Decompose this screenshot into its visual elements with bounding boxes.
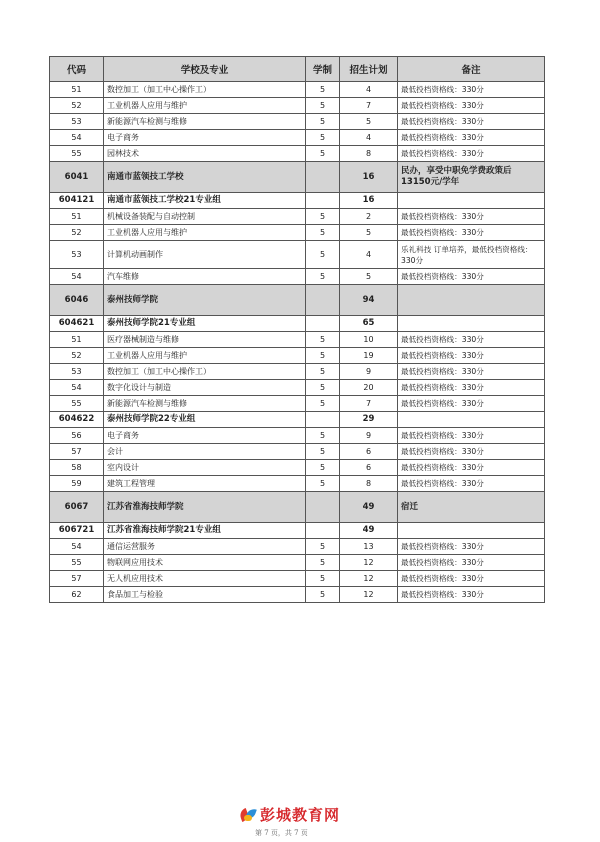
duration-cell: 5 [306,225,340,241]
duration-cell: 5 [306,476,340,492]
plan-cell: 94 [340,285,398,316]
logo-text: 彭城教育网 [260,806,341,824]
plan-cell: 10 [340,332,398,348]
duration-cell [306,285,340,316]
plan-cell: 6 [340,460,398,476]
site-logo [240,804,340,825]
table-row [50,348,545,364]
table-row [50,130,545,146]
name-cell: 数字化设计与制造 [104,380,306,396]
school-row [50,285,545,316]
table-row [50,98,545,114]
code-cell: 54 [50,539,104,555]
code-cell: 52 [50,98,104,114]
duration-cell [306,492,340,523]
duration-cell: 5 [306,82,340,98]
header-duration: 学制 [306,57,340,82]
name-cell: 会计 [104,444,306,460]
plan-cell: 12 [340,587,398,603]
plan-cell: 13 [340,539,398,555]
code-cell: 55 [50,396,104,412]
code-cell: 55 [50,146,104,162]
note-cell: 最低投档资格线：330分 [398,396,545,412]
header-plan: 招生计划 [340,57,398,82]
note-cell: 最低投档资格线：330分 [398,476,545,492]
group-row [50,412,545,428]
name-cell: 物联网应用技术 [104,555,306,571]
code-cell: 51 [50,332,104,348]
code-cell: 54 [50,269,104,285]
plan-cell: 4 [340,130,398,146]
plan-cell: 8 [340,476,398,492]
plan-cell: 16 [340,193,398,209]
duration-cell: 5 [306,460,340,476]
note-cell: 最低投档资格线：330分 [398,348,545,364]
plan-cell: 6 [340,444,398,460]
table-row [50,539,545,555]
note-cell: 最低投档资格线：330分 [398,428,545,444]
note-cell: 宿迁 [398,492,545,523]
duration-cell: 5 [306,98,340,114]
school-row [50,162,545,193]
duration-cell: 5 [306,428,340,444]
code-cell: 51 [50,82,104,98]
table-row [50,428,545,444]
note-cell [398,316,545,332]
name-cell: 机械设备装配与自动控制 [104,209,306,225]
header-code: 代码 [50,57,104,82]
note-cell: 最低投档资格线：330分 [398,587,545,603]
name-cell: 泰州技师学院22专业组 [104,412,306,428]
code-cell: 52 [50,348,104,364]
duration-cell: 5 [306,269,340,285]
note-cell: 最低投档资格线：330分 [398,364,545,380]
duration-cell: 5 [306,348,340,364]
note-cell: 最低投档资格线：330分 [398,539,545,555]
duration-cell: 5 [306,146,340,162]
name-cell: 医疗器械制造与维修 [104,332,306,348]
name-cell: 南通市蓝领技工学校 [104,162,306,193]
table-row [50,82,545,98]
duration-cell: 5 [306,114,340,130]
duration-cell [306,193,340,209]
duration-cell: 5 [306,380,340,396]
note-cell: 最低投档资格线：330分 [398,571,545,587]
table-row [50,460,545,476]
table-row [50,476,545,492]
name-cell: 工业机器人应用与维护 [104,98,306,114]
note-cell: 最低投档资格线：330分 [398,555,545,571]
note-cell: 最低投档资格线：330分 [398,209,545,225]
table-row [50,571,545,587]
plan-cell: 7 [340,98,398,114]
duration-cell: 5 [306,539,340,555]
table-body [50,82,545,603]
code-cell: 604622 [50,412,104,428]
note-cell [398,523,545,539]
plan-cell: 16 [340,162,398,193]
duration-cell: 5 [306,241,340,269]
duration-cell [306,523,340,539]
plan-cell: 2 [340,209,398,225]
plan-cell: 20 [340,380,398,396]
plan-cell: 4 [340,82,398,98]
name-cell: 电子商务 [104,428,306,444]
name-cell: 建筑工程管理 [104,476,306,492]
note-cell: 最低投档资格线：330分 [398,130,545,146]
name-cell: 数控加工（加工中心操作工） [104,82,306,98]
name-cell: 工业机器人应用与维护 [104,348,306,364]
name-cell: 江苏省淮海技师学院 [104,492,306,523]
name-cell: 江苏省淮海技师学院21专业组 [104,523,306,539]
code-cell: 55 [50,555,104,571]
table-row [50,332,545,348]
duration-cell: 5 [306,444,340,460]
duration-cell: 5 [306,332,340,348]
note-cell: 最低投档资格线：330分 [398,98,545,114]
plan-cell: 9 [340,428,398,444]
table-row [50,146,545,162]
duration-cell: 5 [306,571,340,587]
table-row [50,587,545,603]
duration-cell [306,316,340,332]
note-cell: 最低投档资格线：330分 [398,444,545,460]
code-cell: 6041 [50,162,104,193]
code-cell: 53 [50,241,104,269]
plan-cell: 12 [340,555,398,571]
note-cell [398,193,545,209]
note-cell: 最低投档资格线：330分 [398,225,545,241]
page-number: 第 7 页，共 7 页 [255,829,308,837]
note-cell: 最低投档资格线：330分 [398,146,545,162]
name-cell: 电子商务 [104,130,306,146]
plan-cell: 65 [340,316,398,332]
table-header-row [50,57,545,82]
name-cell: 泰州技师学院 [104,285,306,316]
note-cell [398,412,545,428]
plan-cell: 19 [340,348,398,364]
plan-cell: 5 [340,269,398,285]
table-row [50,269,545,285]
code-cell: 57 [50,571,104,587]
duration-cell: 5 [306,364,340,380]
enrollment-table [49,56,545,603]
name-cell: 计算机动画制作 [104,241,306,269]
duration-cell: 5 [306,555,340,571]
name-cell: 工业机器人应用与维护 [104,225,306,241]
name-cell: 食品加工与检验 [104,587,306,603]
duration-cell [306,162,340,193]
name-cell: 新能源汽车检测与维修 [104,396,306,412]
code-cell: 6046 [50,285,104,316]
table-row [50,555,545,571]
code-cell: 604121 [50,193,104,209]
table-row [50,444,545,460]
group-row [50,523,545,539]
code-cell: 606721 [50,523,104,539]
plan-cell: 49 [340,492,398,523]
code-cell: 56 [50,428,104,444]
plan-cell: 9 [340,364,398,380]
note-cell: 最低投档资格线：330分 [398,82,545,98]
duration-cell [306,412,340,428]
plan-cell: 7 [340,396,398,412]
header-notes: 备注 [398,57,545,82]
table-row [50,225,545,241]
code-cell: 604621 [50,316,104,332]
code-cell: 62 [50,587,104,603]
group-row [50,316,545,332]
code-cell: 54 [50,130,104,146]
table-row [50,364,545,380]
book-leaf-icon [240,807,256,823]
name-cell: 通信运营服务 [104,539,306,555]
name-cell: 园林技术 [104,146,306,162]
name-cell: 新能源汽车检测与维修 [104,114,306,130]
group-row [50,193,545,209]
code-cell: 51 [50,209,104,225]
code-cell: 58 [50,460,104,476]
plan-cell: 49 [340,523,398,539]
code-cell: 53 [50,364,104,380]
name-cell: 室内设计 [104,460,306,476]
duration-cell: 5 [306,587,340,603]
school-row [50,492,545,523]
note-cell: 最低投档资格线：330分 [398,114,545,130]
code-cell: 6067 [50,492,104,523]
code-cell: 59 [50,476,104,492]
note-cell: 最低投档资格线：330分 [398,460,545,476]
note-cell: 民办，享受中职免学费政策后13150元/学年 [398,162,545,193]
name-cell: 泰州技师学院21专业组 [104,316,306,332]
header-name: 学校及专业 [104,57,306,82]
name-cell: 无人机应用技术 [104,571,306,587]
duration-cell: 5 [306,130,340,146]
table-row [50,209,545,225]
note-cell: 最低投档资格线：330分 [398,332,545,348]
table-row [50,114,545,130]
note-cell: 最低投档资格线：330分 [398,269,545,285]
code-cell: 54 [50,380,104,396]
name-cell: 数控加工（加工中心操作工） [104,364,306,380]
plan-cell: 12 [340,571,398,587]
code-cell: 53 [50,114,104,130]
plan-cell: 5 [340,114,398,130]
table-row [50,396,545,412]
code-cell: 57 [50,444,104,460]
plan-cell: 4 [340,241,398,269]
note-cell: 最低投档资格线：330分 [398,380,545,396]
note-cell [398,285,545,316]
note-cell: 乐礼科技 订单培养，最低投档资格线：330分 [398,241,545,269]
name-cell: 南通市蓝领技工学校21专业组 [104,193,306,209]
name-cell: 汽车维修 [104,269,306,285]
code-cell: 52 [50,225,104,241]
table-row [50,380,545,396]
duration-cell: 5 [306,396,340,412]
plan-cell: 29 [340,412,398,428]
plan-cell: 5 [340,225,398,241]
table-row [50,241,545,269]
plan-cell: 8 [340,146,398,162]
duration-cell: 5 [306,209,340,225]
